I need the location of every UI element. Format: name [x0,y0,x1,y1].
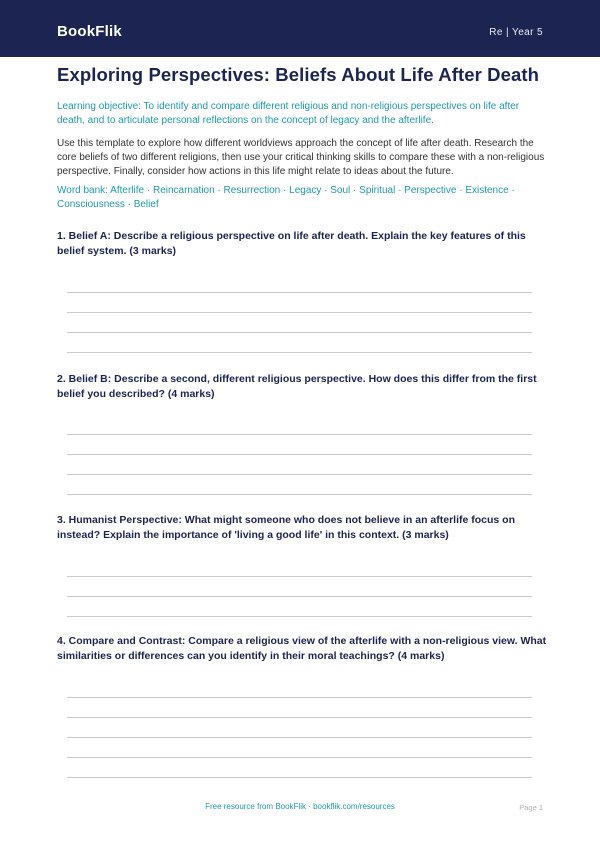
learning-objective: Learning objective: To identify and compare different religious and non-religious perspectives on life after death, and to articulate personal reflections on the concept of legacy and the afterlife. [57,101,520,126]
answer-line[interactable] [67,332,532,333]
answer-line[interactable] [67,576,532,577]
page-header [0,0,600,57]
brand-logo[interactable]: BookFlik [57,23,122,40]
answer-line[interactable] [67,454,532,455]
answer-line[interactable] [67,737,532,738]
answer-line[interactable] [67,596,532,597]
subject-year-label: Re | Year 5 [489,27,543,38]
answer-line[interactable] [67,616,532,617]
answer-line[interactable] [67,717,532,718]
answer-line[interactable] [67,312,532,313]
intro-text: Use this template to explore how different worldviews approach the concept of life after death. Research the core beliefs of two different religions, then use your critical thinking skills to compare these with a non-religious perspective. Finally, consider how actions in this life might relate to ideas about the future. [57,138,545,177]
question-4: 4. Compare and Contrast: Compare a religious view of the afterlife with a non-religious view. What similarities or differences can you identify in their moral teachings? (4 marks) [57,635,547,662]
answer-line[interactable] [67,474,532,475]
answer-line[interactable] [67,757,532,758]
word-bank: Word bank: Afterlife · Reincarnation · Resurrection · Legacy · Soul · Spiritual · Perspective · Existence · Consciousness · Belief [57,185,515,210]
page-title: Exploring Perspectives: Beliefs About Life After Death [57,64,540,85]
question-1: 1. Belief A: Describe a religious perspective on life after death. Explain the key features of this belief system. (3 marks) [57,230,526,257]
answer-line[interactable] [67,777,532,778]
question-2: 2. Belief B: Describe a second, different religious perspective. How does this differ from the first belief you described? (4 marks) [57,373,537,400]
answer-line[interactable] [67,697,532,698]
answer-line[interactable] [67,352,532,353]
answer-line[interactable] [67,494,532,495]
footer-source-link[interactable]: Free resource from BookFlik · bookflik.com/resources [205,802,395,811]
answer-line[interactable] [67,434,532,435]
answer-line[interactable] [67,292,532,293]
question-3: 3. Humanist Perspective: What might someone who does not believe in an afterlife focus on instead? Explain the importance of 'living a good life' in this context. (3 marks) [57,514,516,541]
page-number: Page 1 [519,803,543,812]
